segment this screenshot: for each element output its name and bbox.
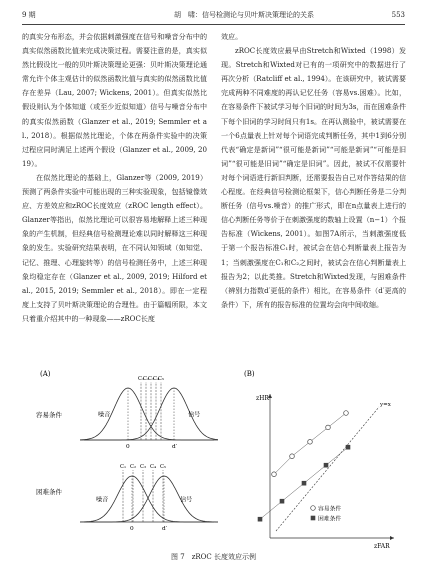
easy-point <box>326 425 331 430</box>
panel-b-label: (B) <box>244 370 255 378</box>
criterion-label: C₁ <box>120 464 127 470</box>
paragraph: 效应。 <box>221 32 243 41</box>
paragraph: 的真实分布形态，并会依据刺激强度在信号和噪音分布中的真实似然函数比值来完成决策过程。需要注意的是，真实似然比假设比一般的贝叶斯决策理论更强：贝叶斯决策理论通常允许个体主观估计的似然函数比值与真实的似然函数比值存在差异（Lau, 2007; Wickens, 2001）。但真实似然比假设则认为个体知道（或至少近似知道）信号与噪音分布中的真实似然函数（Glanzer et al., 2019; Semmler et al., 2018）。根据似然比理论，个体在两条件实验中的决策过程应同时满足上述两个假设（Glanzer et al., 2009, 2019）。 <box>22 32 207 168</box>
criterion-label: C₄ <box>150 464 157 470</box>
legend-hard-label: 困难条件 <box>318 516 342 523</box>
running-header <box>22 8 405 22</box>
page-number: 553 <box>391 11 405 19</box>
legend-hard-marker <box>311 516 316 521</box>
zroc-points <box>258 411 351 522</box>
panel-a-label: (A) <box>40 370 51 378</box>
noise-label: 噪音 <box>98 411 111 419</box>
zero-tick-label: 0 <box>126 444 130 450</box>
issue-number: 9 期 <box>22 11 36 19</box>
header-rule <box>22 24 405 25</box>
noise-label: 噪音 <box>96 496 109 504</box>
paragraph: zROC长度效应最早由Stretch和Wixted（1998）发现。Stretch和Wixted对已有的一项研究中的数据进行了再次分析（Ratcliff et al., 1994）。在该研究中，被试需要完成两种不同难度的再认记忆任务（容易vs.困难）。比如，在容易条件下被试学习每个旧词的时间为3s，而在困难条件下每个旧词的学习时间只有1s。在再认测验中，被试需要在一个6点量表上针对每个词语完成判断任务，其中1到6分别代表“确定是新词”“很可能是新词”“可能是新词”“可能是旧词”“很可能是旧词”“确定是旧词”。因此，被试不仅需要针对每个词语进行新旧判断，还需要报告自己对作答结果的信心程度。在经典信号检测论框架下，信心判断任务是二分判断任务（信号vs.噪音）的推广形式，即在n点量表上进行的信心判断任务等价于在刺激强度的数轴上设置（n−1）个报告标准（Wickens, 2001）。如图7A所示，当刺激强度低于第一个报告标准C₁时，被试会在信心判断量表上报告为1；当刺激强度在C₁和C₂之间时，被试会在信心判断量表上报告为2；以此类推。Stretch和Wixted发现，与困难条件（辨别力指数d′更低的条件）相比，在容易条件（d′更高的条件）下，所有的报告标准的位置均会向中间收缩。 <box>221 46 406 309</box>
criterion-label: C₂ <box>143 376 150 382</box>
dprime-tick-label: d′ <box>162 526 168 532</box>
zero-tick-label: 0 <box>130 526 134 532</box>
criterion-label: C₃ <box>148 376 155 382</box>
easy-point <box>290 454 295 459</box>
running-title: 胡 啸：信号检测论与贝叶斯决策理论的关系 <box>174 11 314 19</box>
easy-point <box>344 411 349 416</box>
hard-point <box>280 499 285 504</box>
paragraph: 在似然比理论的基础上，Glanzer等（2009, 2019）预测了两条件实验中可能出现的三种实验现象，包括镜像效应、方差效应和zROC长度效应（zROC length effect）。Glanzer等指出，似然比理论可以很容易地解释上述三种现象的产生机制，但经典信号检测理论难以同时解释这三种现象的发生。实验研究结果表明，在不同认知领域（如知觉、记忆、推理、心理旋转等）的信号检测任务中，上述三种现象均稳定存在（Glanzer et al., 2009, 2019; Hilford et al., 2015, 2019; Semmler et al., 2018）。即在一定程度上支持了贝叶斯决策理论的合理性。由于篇幅所限，本文只着重介绍其中的一种现象——zROC长度 <box>22 172 207 323</box>
criterion-label: C₅ <box>158 376 165 382</box>
signal-label: 信号 <box>180 496 193 504</box>
left-column <box>22 30 207 368</box>
figure-svg <box>22 366 405 552</box>
easy-point <box>272 472 277 477</box>
diagonal-label: y=x <box>380 402 391 408</box>
criterion-label: C₃ <box>140 464 147 470</box>
hard-point <box>324 463 329 468</box>
hard-point <box>346 445 351 450</box>
criterion-label: C₄ <box>153 376 160 382</box>
right-column <box>221 30 406 368</box>
hard-condition-label: 困难条件 <box>36 488 62 496</box>
dprime-tick-label: d′ <box>172 444 178 450</box>
legend-easy-label: 容易条件 <box>318 506 342 513</box>
x-axis-label: zFAR <box>374 543 390 550</box>
signal-label: 信号 <box>188 411 201 419</box>
easy-condition-label: 容易条件 <box>36 411 62 419</box>
easy-distributions <box>80 376 218 450</box>
x-axis-arrow <box>390 536 394 540</box>
criterion-label: C₂ <box>130 464 137 470</box>
easy-point <box>308 440 313 445</box>
legend-easy-marker <box>311 506 316 511</box>
hard-point <box>302 481 307 486</box>
y-axis-label: zHR <box>256 395 269 402</box>
criterion-label: C₅ <box>160 464 167 470</box>
criterion-label: C₁ <box>138 376 145 382</box>
figure-7 <box>22 366 405 552</box>
hard-point <box>258 517 263 522</box>
figure-caption: 图 7 zROC 长度效应示例 <box>171 553 256 561</box>
hard-distributions <box>80 464 218 532</box>
